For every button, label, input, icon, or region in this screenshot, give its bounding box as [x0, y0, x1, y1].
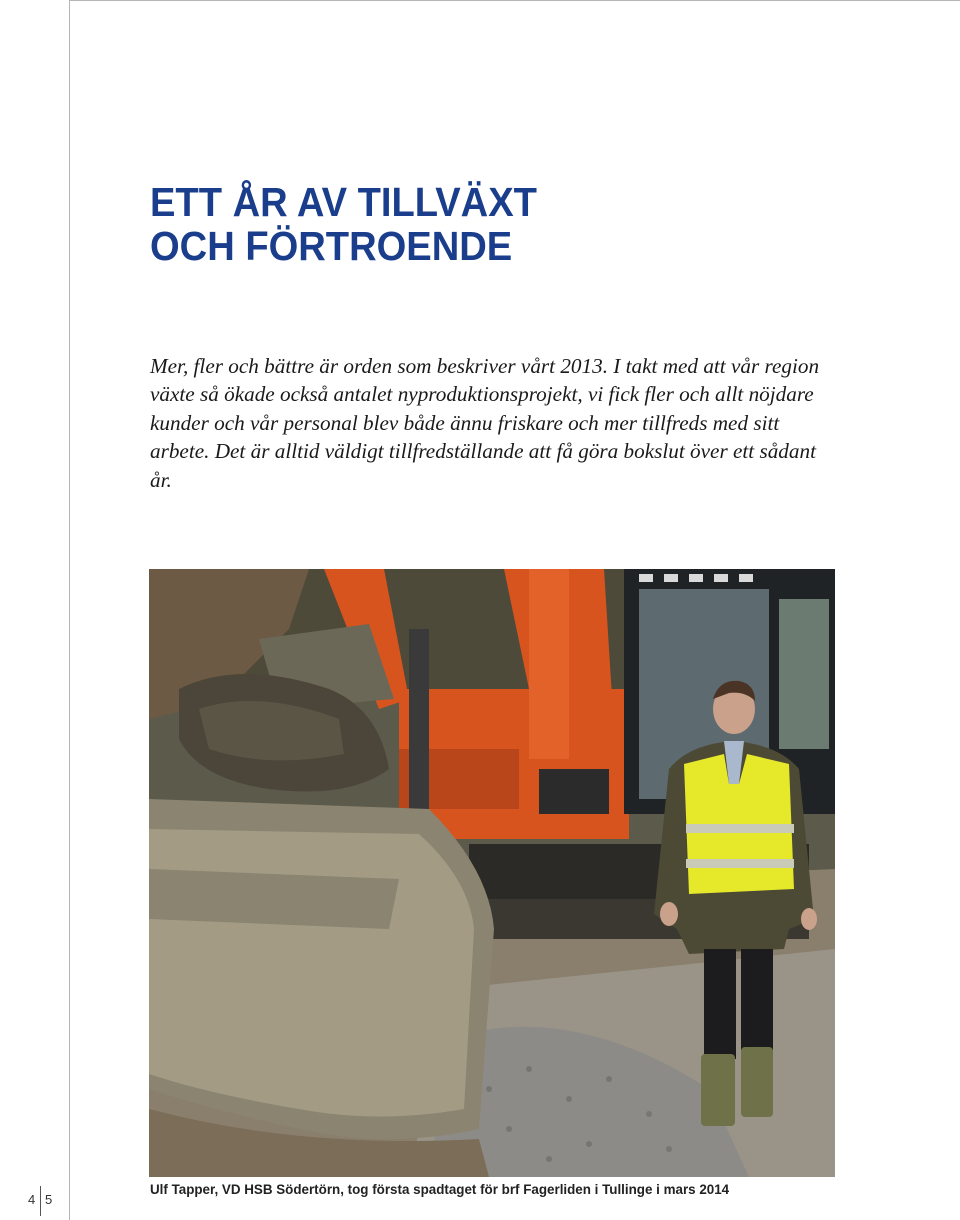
intro-paragraph: Mer, fler och bättre är orden som beskriver vårt 2013. I takt med att vår region växte så ökade också antalet nyproduktionsprojekt, vi fick fler och allt nöjdare kunder och vår personal blev både ännu friskare och mer tillfreds med sitt arbete. Det är alltid väldigt tillfredställande att få göra bokslut över ett sådant år. [150, 354, 820, 492]
page-edge-top [70, 0, 960, 1]
page-edge-left [69, 0, 70, 1220]
page-number-divider [40, 1186, 41, 1216]
excavator-photo [149, 569, 835, 1177]
page-number-right: 5 [45, 1192, 53, 1207]
headline-line-1: ETT ÅR AV TILLVÄXT [150, 179, 537, 225]
page-title [150, 180, 801, 268]
headline-line-2: OCH FÖRTROENDE [150, 223, 513, 269]
page-number-left: 4 [28, 1192, 36, 1207]
photo-caption: Ulf Tapper, VD HSB Södertörn, tog första spadtaget för brf Fagerliden i Tullinge i mars 2014 [150, 1182, 730, 1197]
